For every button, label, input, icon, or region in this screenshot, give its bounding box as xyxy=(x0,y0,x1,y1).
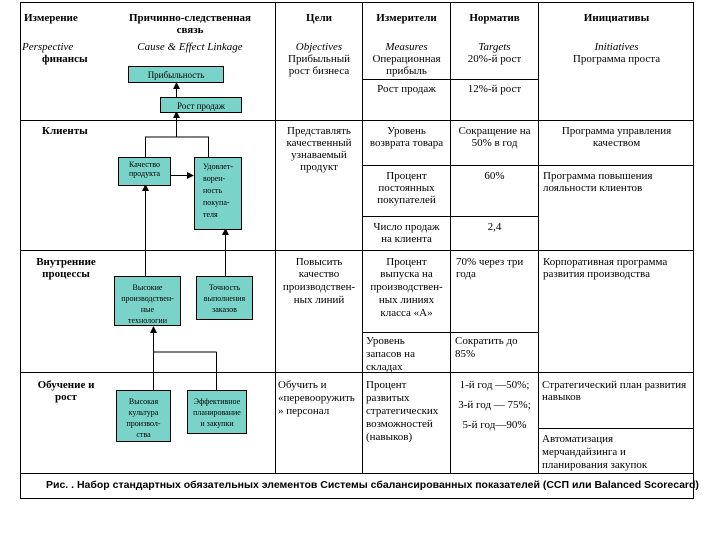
clients-initiative-1b: качеством xyxy=(592,137,641,149)
box-production-culture: Высокая культура произвол- ства xyxy=(116,390,171,442)
header-causal-2: связь xyxy=(176,24,204,36)
learning-target-1: 1-й год —50%; xyxy=(459,379,530,391)
internal-measure-1b: выпуска на xyxy=(380,268,433,280)
clients-measure-1b: возврата товара xyxy=(369,137,444,149)
clients-initiative-1a: Программа управления xyxy=(561,125,672,137)
subheader-initiatives: Initiatives xyxy=(594,41,639,53)
subheader-cause-effect: Cause & Effect Linkage xyxy=(137,41,243,53)
header-targets: Норматив xyxy=(469,12,520,24)
header-initiatives: Инициативы xyxy=(583,12,650,24)
internal-measure-1e: класса «А» xyxy=(380,307,433,319)
subheader-perspective: Perspective xyxy=(22,41,74,53)
internal-target-1b: года xyxy=(456,268,476,280)
clients-target-1a: Сокращение на xyxy=(458,125,531,137)
subheader-measures: Measures xyxy=(385,41,428,53)
clients-measure-1a: Уровень xyxy=(387,125,426,137)
finance-objective-1: Прибыльный xyxy=(288,53,350,65)
internal-objective-1: Повысить xyxy=(295,256,343,268)
row-label-internal-2: процессы xyxy=(42,268,90,280)
row-label-learning-2: рост xyxy=(55,391,77,403)
learning-measure-2: развитых xyxy=(366,392,410,404)
clients-objective-4: продукт xyxy=(300,161,338,173)
box-product-quality: Качество продукта xyxy=(118,157,171,186)
subheader-objectives: Objectives xyxy=(295,41,343,53)
box-sales-growth: Рост продаж xyxy=(160,97,242,113)
learning-target-2: 3-й год — 75%; xyxy=(458,399,531,411)
internal-measure-2b: запасов на xyxy=(366,348,415,360)
internal-target-2b: 85% xyxy=(455,348,476,360)
learning-measure-4: возможностей xyxy=(366,418,433,430)
learning-objective-2: «перевооружить xyxy=(278,392,355,404)
learning-measure-5: (навыков) xyxy=(366,431,413,443)
box-profitability: Прибыльность xyxy=(128,66,224,83)
row-label-finance: финансы xyxy=(42,53,88,65)
clients-target-3: 2,4 xyxy=(487,221,502,233)
learning-initiative-2a: Автоматизация xyxy=(542,433,614,445)
learning-measure-3: стратегических xyxy=(366,405,439,417)
internal-objective-4: ных линий xyxy=(293,294,345,306)
clients-measure-3b: на клиента xyxy=(381,233,432,245)
internal-measure-1a: Процент xyxy=(386,256,427,268)
header-objectives: Цели xyxy=(306,12,332,24)
header-measures: Измерители xyxy=(376,12,437,24)
finance-measure-1b: прибыль xyxy=(386,65,427,77)
clients-measure-2a: Процент xyxy=(386,170,427,182)
learning-initiative-1a: Стратегический план развития xyxy=(542,379,687,391)
clients-initiative-2a: Программа повышения xyxy=(543,170,653,182)
finance-initiative: Программа проста xyxy=(572,53,661,65)
learning-initiative-2b: мерчандайзинга и xyxy=(542,446,626,458)
clients-target-2: 60% xyxy=(484,170,505,182)
learning-initiative-2c: планирования закупок xyxy=(542,459,648,471)
box-high-tech: Высокие производствен- ные технологии xyxy=(114,276,181,326)
box-order-accuracy: Точность выполнения заказов xyxy=(196,276,253,320)
learning-measure-1: Процент xyxy=(366,379,407,391)
learning-target-3: 5-й год—90% xyxy=(462,419,527,431)
internal-objective-2: качество xyxy=(298,268,340,280)
clients-target-1b: 50% в год xyxy=(471,137,518,149)
box-customer-satisfaction: Удовлет- ворен- ность покупа- теля xyxy=(194,157,242,230)
header-causal-1: Причинно-следственная xyxy=(129,12,251,24)
internal-initiative-2: развития производства xyxy=(543,268,650,280)
finance-objective-2: рост бизнеса xyxy=(288,65,350,77)
row-label-internal-1: Внутренние xyxy=(36,256,96,268)
clients-measure-2c: покупателей xyxy=(377,194,436,206)
finance-target-2: 12%-й рост xyxy=(467,83,522,95)
clients-measure-3a: Число продаж xyxy=(373,221,440,233)
learning-objective-1: Обучить и xyxy=(278,379,327,391)
internal-measure-1d: ных линиях xyxy=(378,294,435,306)
finance-measure-1a: Операционная xyxy=(372,53,441,65)
clients-objective-3: узнаваемый xyxy=(291,149,347,161)
internal-target-1a: 70% через три xyxy=(456,256,524,268)
internal-measure-2c: складах xyxy=(366,361,403,373)
box-planning-purchasing: Эффективное планирование и закупки xyxy=(187,390,247,434)
clients-initiative-2b: лояльности клиентов xyxy=(543,182,643,194)
clients-objective-2: качественный xyxy=(286,137,352,149)
row-label-learning-1: Обучение и xyxy=(37,379,95,391)
causal-arrows xyxy=(146,84,226,390)
finance-measure-2: Рост продаж xyxy=(377,83,436,95)
internal-initiative-1: Корпоративная программа xyxy=(543,256,668,268)
internal-target-2a: Сократить до xyxy=(455,335,518,347)
header-dimension: Измерение xyxy=(24,12,78,24)
clients-objective-1: Представлять xyxy=(287,125,351,137)
subheader-targets: Targets xyxy=(478,41,511,53)
clients-measure-2b: постоянных xyxy=(378,182,435,194)
learning-objective-3: » персонал xyxy=(278,405,330,417)
internal-measure-2a: Уровень xyxy=(366,335,405,347)
finance-target-1: 20%-й рост xyxy=(467,53,522,65)
learning-initiative-1b: навыков xyxy=(542,391,581,403)
internal-objective-3: производствен- xyxy=(282,281,356,293)
row-label-clients: Клиенты xyxy=(42,125,88,137)
internal-measure-1c: производствен- xyxy=(370,281,443,293)
figure-caption: Рис. . Набор стандартных обязательных элементов Системы сбалансированных показателей (ССП или Balanced Scorecard) xyxy=(46,479,699,491)
